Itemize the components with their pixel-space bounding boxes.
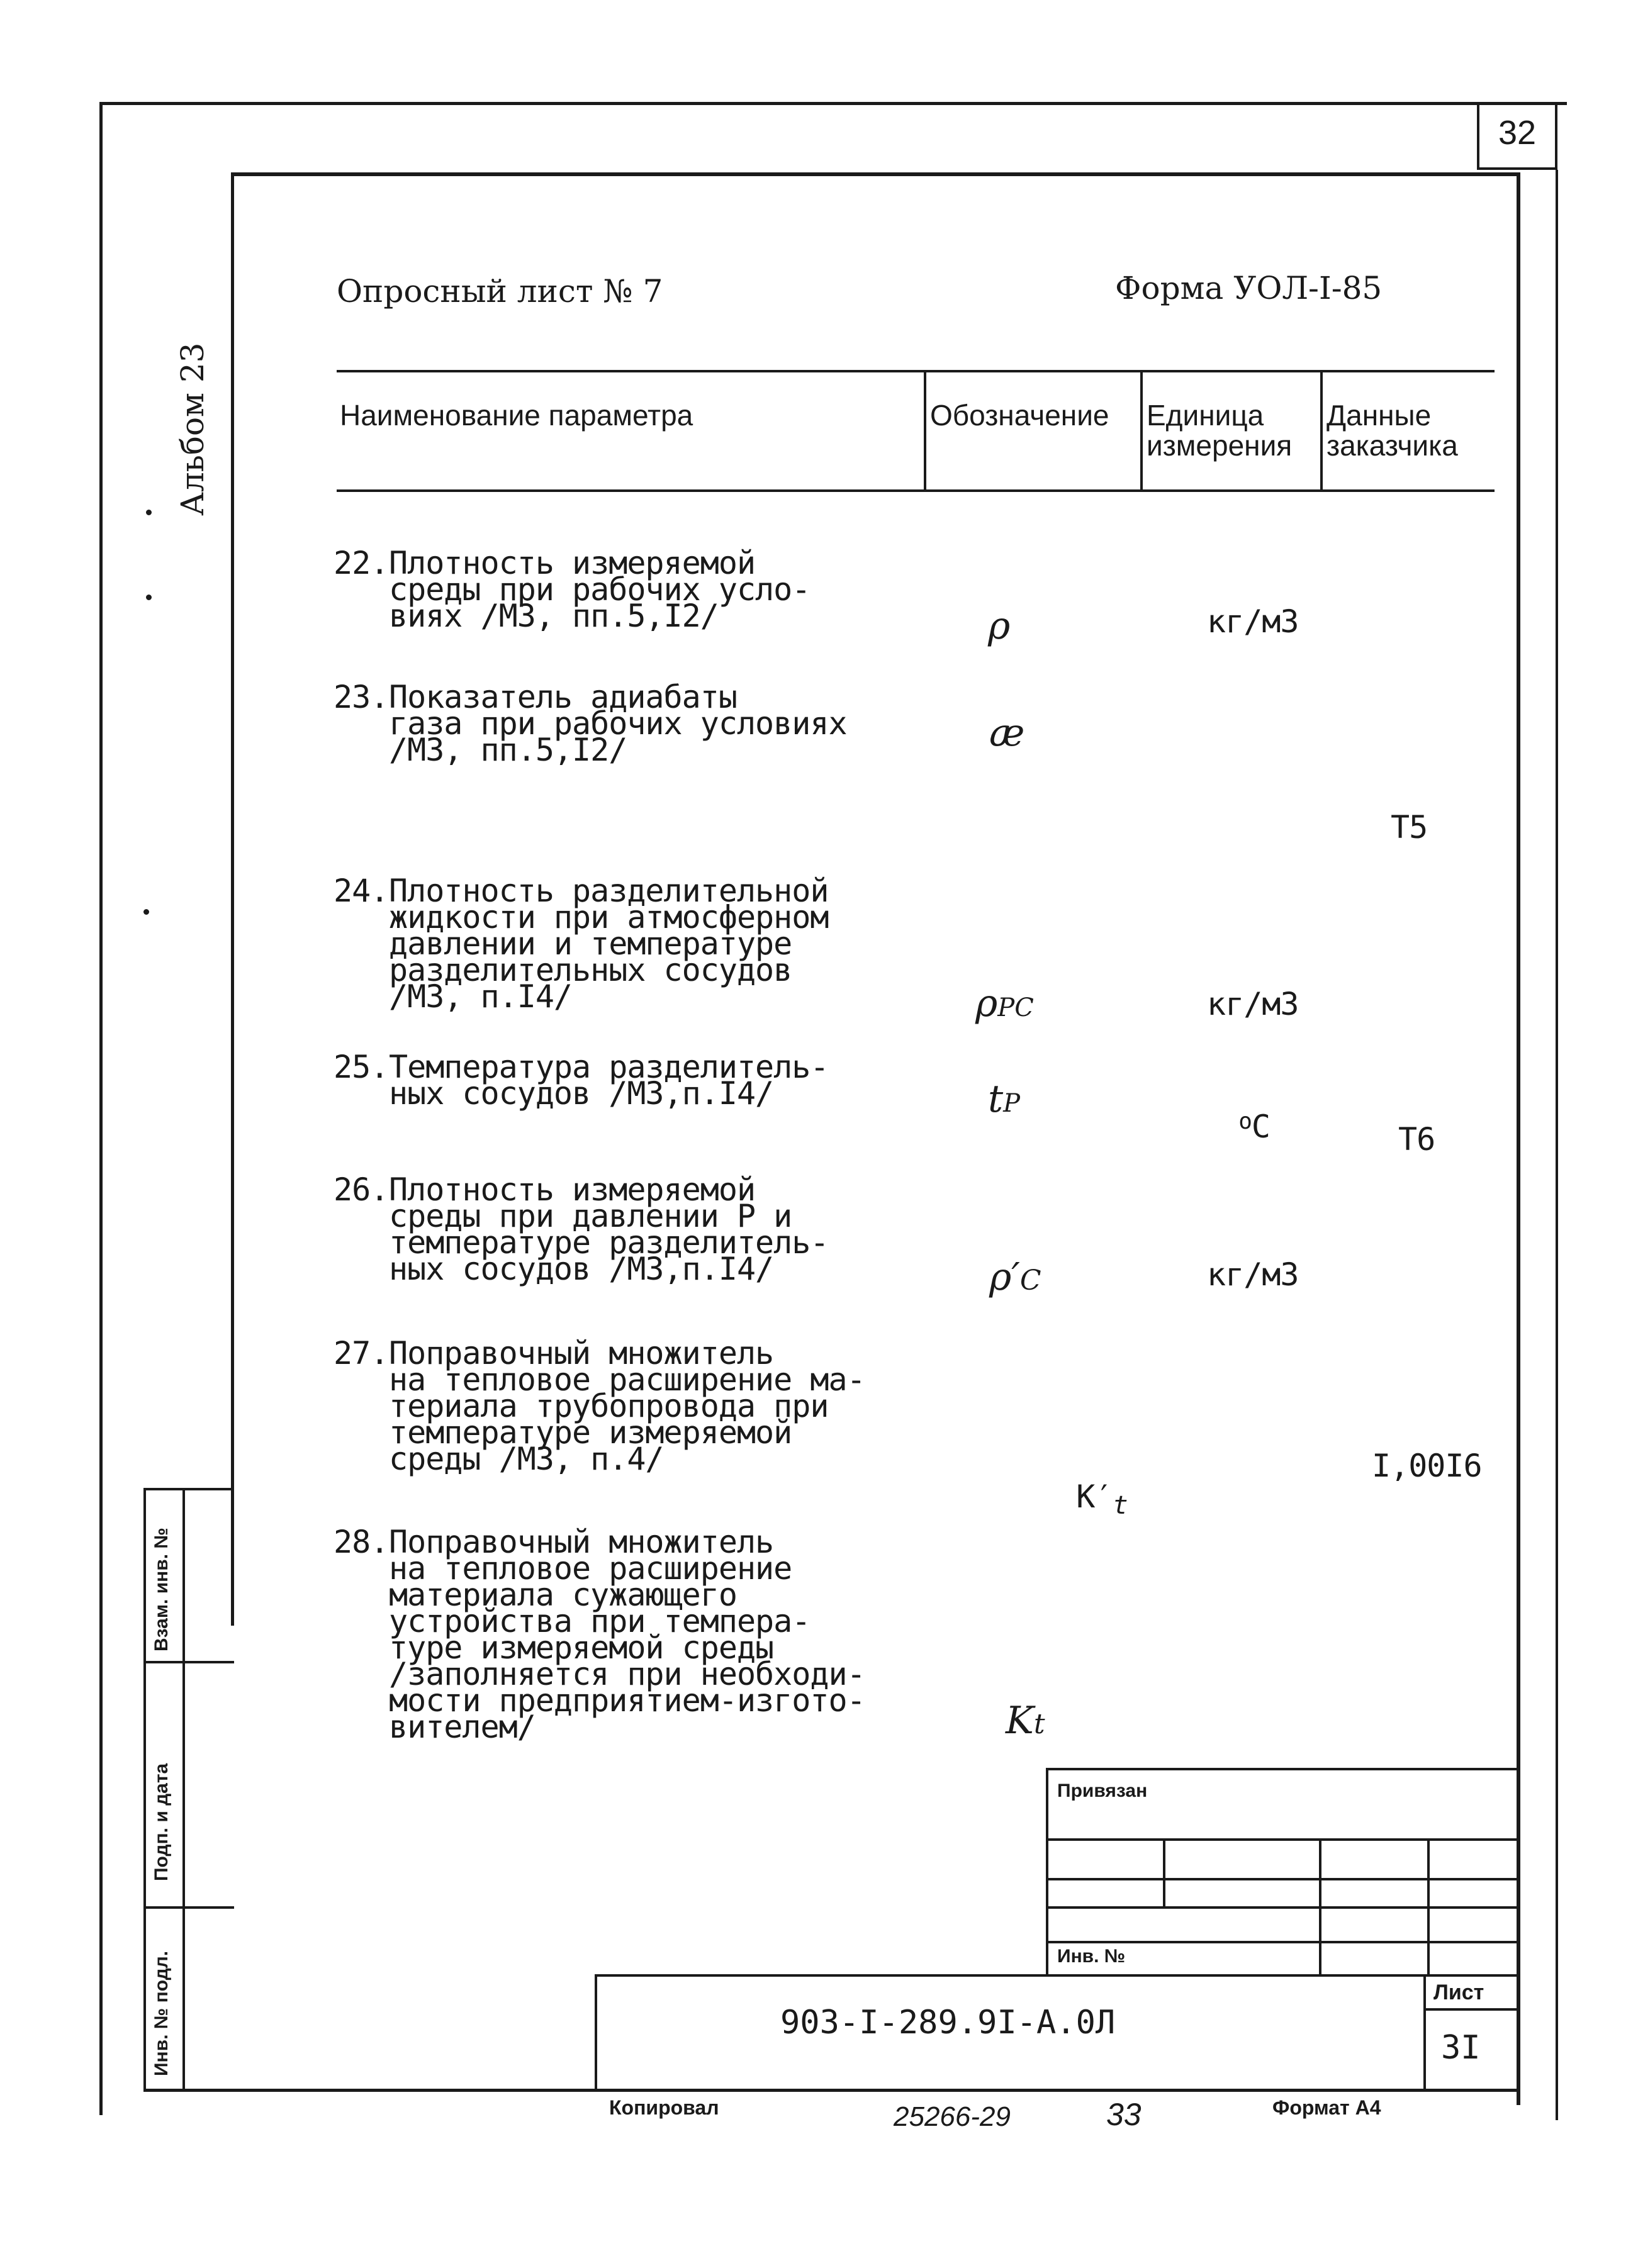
margin-dot: [146, 510, 152, 515]
row-25-symbol-sub: P: [1003, 1089, 1021, 1118]
row-28-line: на тепловое расширение: [389, 1550, 792, 1587]
header-col-name: Наименование параметра: [340, 399, 693, 432]
header-divider: [1140, 370, 1143, 491]
row-25-line: Температура разделитель-: [389, 1049, 829, 1085]
margin-dot: [143, 909, 149, 915]
row-28-symbol-main: K: [1006, 1699, 1034, 1743]
header-divider: [924, 370, 926, 491]
row-26-line: температуре разделитель-: [389, 1224, 829, 1261]
side-stamp-row-line: [143, 1906, 234, 1909]
table-ref-t5: Т5: [1391, 809, 1428, 846]
row-23-line: Показатель адиабаты: [389, 679, 737, 715]
row-23-symbol: æ: [989, 711, 1025, 755]
header-col-symbol: Обозначение: [930, 399, 1109, 432]
row-24-line: /М3, п.I4/: [389, 978, 573, 1015]
footer-number: 25266-29: [894, 2101, 1011, 2132]
stamp-left-rule: [1046, 1768, 1048, 1975]
page-number: 32: [1498, 114, 1537, 152]
row-28-line: туре измеряемой среды: [389, 1629, 774, 1666]
outer-frame-left: [99, 102, 103, 2115]
row-28-num: 28.: [334, 1524, 389, 1560]
row-22-line: виях /М3, пп.5,I2/: [389, 598, 719, 634]
sheet-title: Опросный лист № 7: [337, 273, 663, 310]
row-25-line: ных сосудов /М3,п.I4/: [389, 1075, 774, 1112]
form-code: Форма УОЛ-I-85: [1115, 270, 1383, 306]
row-24-line: жидкости при атмосферном: [389, 899, 829, 936]
footer-copied-label: Копировал: [609, 2096, 719, 2119]
stamp-grid-v: [1319, 1838, 1321, 1977]
side-stamp-inv-podl: Инв. № подл.: [151, 1950, 172, 2076]
row-22-num: 22.: [334, 545, 389, 581]
header-col-unit-2: измерения: [1147, 429, 1293, 462]
row-28-line: мости предприятием-изгото-: [389, 1682, 865, 1719]
row-23-line: газа при рабочих условиях: [389, 705, 847, 742]
row-27-symbol-main: K′: [1076, 1478, 1113, 1515]
row-24-symbol-main: ρ: [975, 981, 998, 1025]
row-24-num: 24.: [334, 873, 389, 909]
sheet-number: 3I: [1441, 2029, 1481, 2067]
row-26-symbol: [989, 1255, 1041, 1299]
row-27-line: на тепловое расширение ма-: [389, 1361, 865, 1398]
row-27-symbol: [1040, 1453, 1128, 1520]
row-23-num: 23.: [334, 679, 389, 715]
row-25-unit-sup: o: [1238, 1109, 1252, 1134]
row-24-line: разделительных сосудов: [389, 952, 792, 988]
row-28-line: устройства при темпера-: [389, 1603, 811, 1640]
row-25-unit: [1202, 1083, 1270, 1145]
row-25-unit-main: C: [1251, 1109, 1271, 1145]
row-25-symbol-main: t: [988, 1077, 1004, 1121]
row-26-line: среды при давлении Р и: [389, 1198, 792, 1234]
sheet-label: Лист: [1433, 1980, 1484, 2004]
inner-frame-top: [233, 172, 1520, 176]
margin-dot: [146, 595, 152, 600]
row-22-line: среды при рабочих усло-: [389, 571, 811, 608]
stamp-attached-label: Привязан: [1057, 1780, 1148, 1801]
inner-frame-left: [231, 172, 234, 1626]
stamp-grid-v: [1427, 1838, 1430, 1977]
row-24-symbol: [975, 981, 1034, 1025]
row-22-unit: кг/м3: [1207, 603, 1299, 640]
row-26-symbol-main: ρ′: [989, 1255, 1020, 1299]
row-26-num: 26.: [334, 1171, 389, 1208]
row-28-line: материала сужающего: [389, 1577, 737, 1613]
row-27-num: 27.: [334, 1335, 389, 1371]
row-24-line: Плотность разделительной: [389, 873, 829, 909]
side-stamp-divider: [182, 1488, 185, 2092]
row-22-line: Плотность измеряемой: [389, 545, 756, 581]
row-27-line: среды /М3, п.4/: [389, 1441, 664, 1477]
title-block-top: [595, 1974, 1518, 1977]
footer-handwritten-page: 33: [1106, 2097, 1142, 2132]
row-26-line: ных сосудов /М3,п.I4/: [389, 1251, 774, 1287]
row-22-symbol: ρ: [988, 604, 1011, 648]
stamp-grid-h: [1046, 1878, 1518, 1880]
footer-format-label: Формат А4: [1272, 2096, 1381, 2119]
row-26-line: Плотность измеряемой: [389, 1171, 756, 1208]
row-26-symbol-sub: C: [1019, 1265, 1041, 1297]
stamp-grid-v: [1163, 1838, 1165, 1909]
title-block-left: [595, 1974, 597, 2091]
row-27-symbol-sub: t: [1113, 1491, 1128, 1520]
stamp-grid-h: [1046, 1838, 1518, 1841]
row-24-symbol-sub: PC: [997, 993, 1034, 1022]
stamp-grid-h: [1046, 1906, 1518, 1909]
outer-frame-right: [1556, 170, 1558, 2120]
row-28-line: вителем/: [389, 1709, 536, 1745]
title-block-sheet-rule: [1423, 2008, 1518, 2011]
row-28-symbol: [1006, 1699, 1045, 1743]
row-26-unit: кг/м3: [1207, 1256, 1299, 1293]
header-col-data-1: Данные: [1327, 399, 1432, 432]
side-stamp-podp-data: Подп. и дата: [151, 1763, 172, 1881]
doc-code: 903-I-289.9I-A.0Л: [780, 2004, 1116, 2042]
row-24-line: давлении и температуре: [389, 925, 792, 962]
row-25-num: 25.: [334, 1049, 389, 1085]
side-stamp-row-line: [143, 1661, 234, 1663]
row-28-line: /заполняется при необходи-: [389, 1656, 865, 1692]
row-25-symbol: [988, 1077, 1020, 1121]
side-stamp-vzam-inv: Взам. инв. №: [151, 1528, 172, 1651]
stamp-top-rule: [1046, 1768, 1518, 1770]
header-divider: [1320, 370, 1323, 491]
title-block-sheet-divider: [1423, 1974, 1426, 2091]
row-28-symbol-sub: t: [1033, 1708, 1045, 1740]
stamp-inv-no-label: Инв. №: [1057, 1946, 1126, 1967]
stamp-grid-h: [1046, 1941, 1518, 1943]
header-col-data-2: заказчика: [1327, 429, 1458, 462]
table-ref-t6: Т6: [1398, 1121, 1435, 1158]
row-24-unit: кг/м3: [1207, 986, 1299, 1022]
inner-frame-right: [1517, 172, 1520, 2105]
outer-frame-top: [101, 102, 1567, 105]
album-label: Альбом 23: [174, 342, 211, 516]
row-28-line: Поправочный множитель: [389, 1524, 774, 1560]
header-col-unit-1: Единица: [1147, 399, 1264, 432]
row-27-line: Поправочный множитель: [389, 1335, 774, 1371]
row-23-line: /М3, пп.5,I2/: [389, 732, 627, 768]
row-27-line: температуре измеряемой: [389, 1414, 792, 1451]
row-27-data: I,00I6: [1372, 1448, 1482, 1484]
row-27-line: териала трубопровода при: [389, 1388, 829, 1424]
inner-frame-bottom: [143, 2089, 1520, 2092]
